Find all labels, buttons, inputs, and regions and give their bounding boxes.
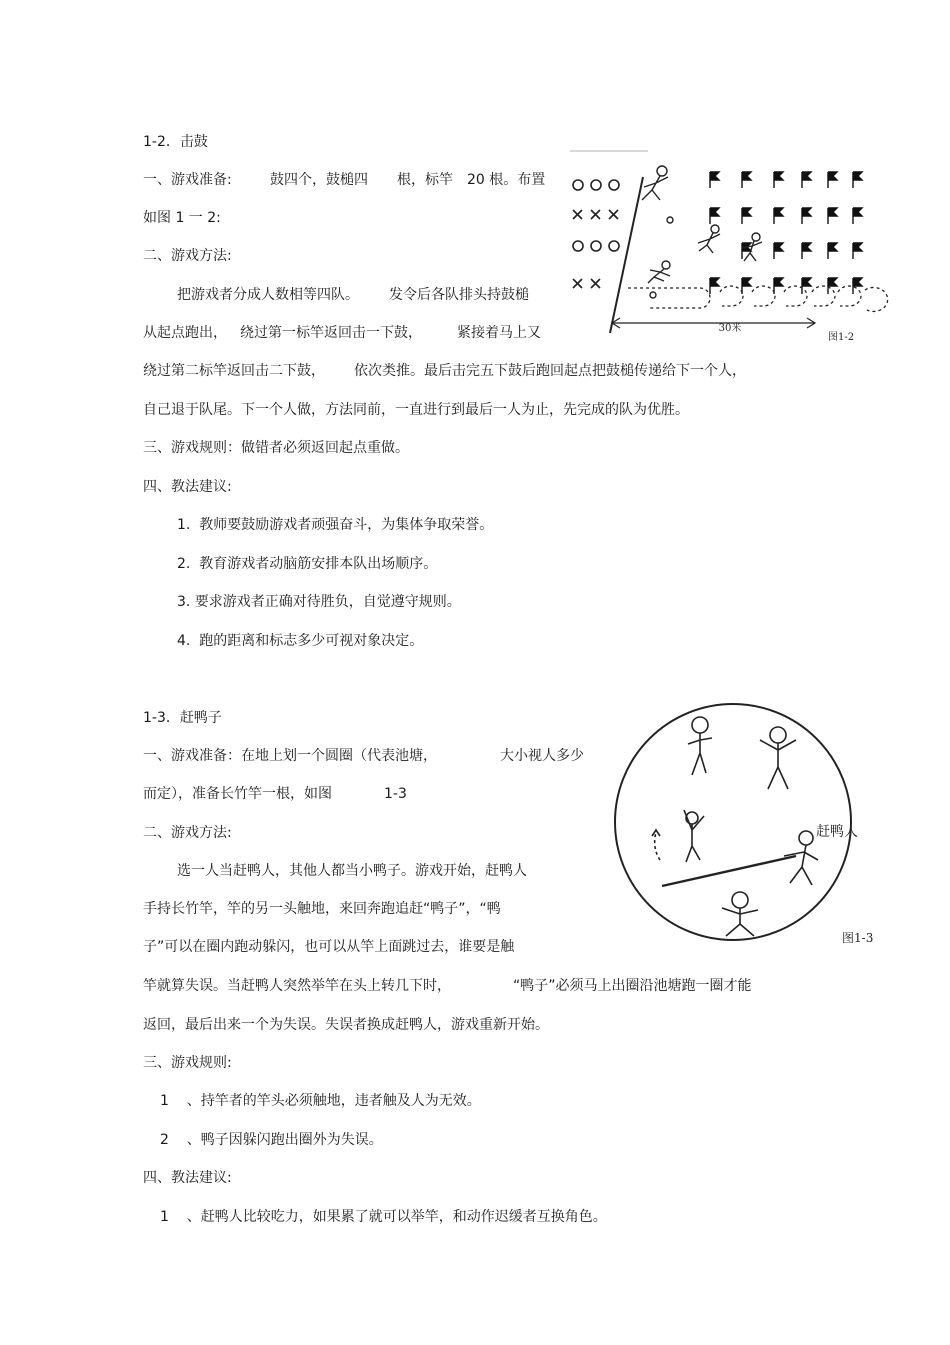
method-text: 选一人当赶鸭人，其他人都当小鸭子。游戏开始，赶鸭人 [177,863,527,879]
method-text: 紧接着马上又 [457,325,541,341]
tip-item: 4. 跑的距离和标志多少可视对象决定。 [177,633,424,649]
figure-1-2-caption: 图1-2 [828,332,855,343]
figure-1-2-diagram [560,145,890,350]
tip-item: 1 、赶鸭人比较吃力，如果累了就可以举竿，和动作迟缓者互换角色。 [160,1209,607,1225]
prep-text: 1-3 [384,786,407,802]
method-text: 手持长竹竿，竿的另一头触地，来回奔跑追赶“鸭子”，“鸭 [143,901,501,917]
tip-item: 2. 教育游戏者动脑筋安排本队出场顺序。 [177,556,438,572]
figure-1-2-distance: 30米 [718,323,742,334]
method-text: “鸭子”必须马上出圈沿池塘跑一圈才能 [513,978,752,994]
prep-text: 根，标竿 [397,172,453,188]
method-text: 子”可以在圈内跑动躲闪，也可以从竿上面跳过去，谁要是触 [143,939,515,955]
method-text: 从起点跑出， [143,325,227,341]
prep-text: 如图 1 一 2: [143,210,221,226]
method-text: 绕过第二标竿返回击二下鼓， [143,363,325,379]
rule-item: 2 、鸭子因躲闪跑出圈外为失误。 [160,1132,383,1148]
method-text: 返回，最后出来一个为失误。失误者换成赶鸭人，游戏重新开始。 [143,1017,549,1033]
tip-item: 1. 教师要鼓励游戏者顽强奋斗，为集体争取荣誉。 [177,517,494,533]
teach-heading: 四、教法建议: [143,1170,232,1186]
figure-1-3-label: 赶鸭人 [816,824,858,840]
teach-heading: 四、教法建议: [143,479,232,495]
prep-text: 大小视人多少 [500,748,584,764]
method-text: 发令后各队排头持鼓槌 [389,287,529,303]
section-title-1-2: 1-2．击鼓 [143,134,208,150]
figure-1-3-diagram [600,690,890,960]
method-heading: 二、游戏方法: [143,825,232,841]
rule-item: 1 、持竿者的竿头必须触地，违者触及人为无效。 [160,1093,481,1109]
method-heading: 二、游戏方法: [143,248,232,264]
method-text: 竿就算失误。当赶鸭人突然举竿在头上转几下时， [143,978,451,994]
prep-text: 而定），准备长竹竿一根，如图 [143,786,332,802]
tip-item: 3. 要求游戏者正确对待胜负，自觉遵守规则。 [177,594,461,610]
method-text: 依次类推。最后击完五下鼓后跑回起点把鼓槌传递给下一个人， [354,363,746,379]
method-text: 绕过第一标竿返回击一下鼓， [240,325,422,341]
method-text: 把游戏者分成人数相等四队。 [177,287,359,303]
prep-heading: 一、游戏准备: [143,172,232,188]
prep-text: 一、游戏准备：在地上划一个圆圈（代表池塘， [143,748,437,764]
figure-1-3-caption: 图1-3 [842,931,874,945]
rule-heading: 三、游戏规则: [143,1055,232,1071]
method-text: 自己退于队尾。下一个人做，方法同前，一直进行到最后一人为止，先完成的队为优胜。 [143,402,689,418]
prep-text: 鼓四个，鼓槌四 [270,172,368,188]
rule-text: 三、游戏规则：做错者必须返回起点重做。 [143,440,409,456]
prep-text: 20 根。布置 [467,172,546,188]
section-title-1-3: 1-3．赶鸭子 [143,710,222,726]
